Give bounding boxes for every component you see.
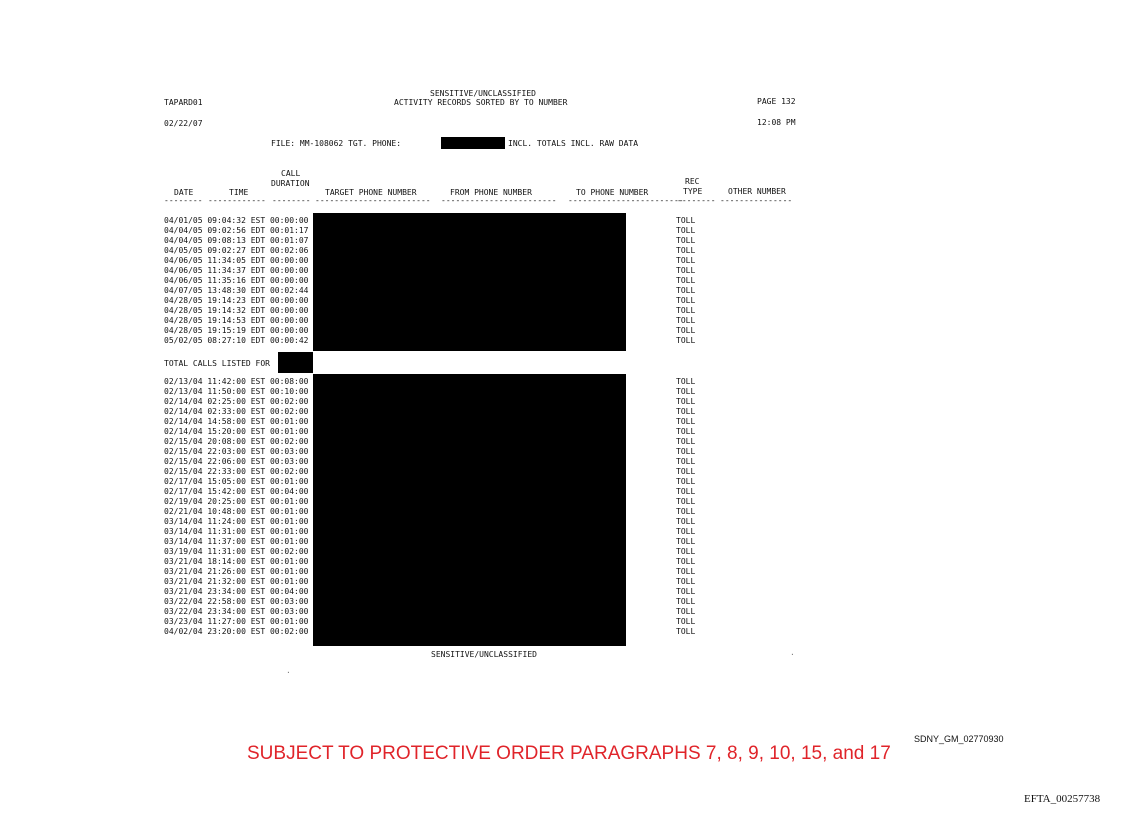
rec-type-cell: TOLL: [676, 547, 696, 556]
protective-order-stamp: SUBJECT TO PROTECTIVE ORDER PARAGRAPHS 7, 8, 9, 10, 15, and 17: [247, 743, 891, 764]
rec-type-cell: TOLL: [676, 477, 696, 486]
header-rule-duration: --------: [272, 196, 311, 205]
rec-type-cell: TOLL: [676, 216, 696, 225]
record-row: 04/01/05 09:04:32 EST 00:00:00: [164, 216, 309, 225]
rec-type-cell: TOLL: [676, 336, 696, 345]
rec-type-cell: TOLL: [676, 246, 696, 255]
record-row: 02/15/04 22:03:00 EST 00:03:00: [164, 447, 309, 456]
rec-type-cell: TOLL: [676, 507, 696, 516]
record-row: 02/13/04 11:50:00 EST 00:10:00: [164, 387, 309, 396]
file-line-suffix: INCL. TOTALS INCL. RAW DATA: [508, 139, 639, 148]
rec-type-cell: TOLL: [676, 326, 696, 335]
rec-type-cell: TOLL: [676, 296, 696, 305]
rec-type-cell: TOLL: [676, 467, 696, 476]
col-header-rec: REC: [685, 177, 700, 186]
record-row: 04/28/05 19:14:53 EDT 00:00:00: [164, 316, 309, 325]
rec-type-cell: TOLL: [676, 587, 696, 596]
header-rule-from: ------------------------: [441, 196, 557, 205]
record-row: 02/13/04 11:42:00 EST 00:08:00: [164, 377, 309, 386]
record-row: 03/14/04 11:24:00 EST 00:01:00: [164, 517, 309, 526]
record-row: 03/21/04 21:32:00 EST 00:01:00: [164, 577, 309, 586]
redaction-total: [278, 352, 313, 373]
rec-type-cell: TOLL: [676, 316, 696, 325]
rec-type-cell: TOLL: [676, 607, 696, 616]
record-row: 02/17/04 15:05:00 EST 00:01:00: [164, 477, 309, 486]
record-row: 04/06/05 11:35:16 EDT 00:00:00: [164, 276, 309, 285]
record-row: 03/14/04 11:37:00 EST 00:01:00: [164, 537, 309, 546]
record-row: 02/21/04 10:48:00 EST 00:01:00: [164, 507, 309, 516]
col-header-target: TARGET PHONE NUMBER: [325, 188, 417, 197]
record-row: 04/06/05 11:34:37 EDT 00:00:00: [164, 266, 309, 275]
record-row: 03/19/04 11:31:00 EST 00:02:00: [164, 547, 309, 556]
bates-sdny: SDNY_GM_02770930: [914, 734, 1004, 744]
rec-type-cell: TOLL: [676, 377, 696, 386]
rec-type-cell: TOLL: [676, 487, 696, 496]
col-header-call: CALL: [281, 169, 301, 178]
record-row: 03/22/04 22:58:00 EST 00:03:00: [164, 597, 309, 606]
classification-bottom: SENSITIVE/UNCLASSIFIED: [431, 650, 537, 659]
rec-type-cell: TOLL: [676, 577, 696, 586]
header-rule-time: ------------: [208, 196, 266, 205]
rec-type-cell: TOLL: [676, 417, 696, 426]
rec-type-cell: TOLL: [676, 427, 696, 436]
report-time: 12:08 PM: [757, 118, 796, 127]
col-header-from: FROM PHONE NUMBER: [450, 188, 532, 197]
rec-type-cell: TOLL: [676, 567, 696, 576]
rec-type-cell: TOLL: [676, 266, 696, 275]
record-row: 02/15/04 22:33:00 EST 00:02:00: [164, 467, 309, 476]
rec-type-cell: TOLL: [676, 447, 696, 456]
page-number: PAGE 132: [757, 97, 796, 106]
record-row: 04/06/05 11:34:05 EDT 00:00:00: [164, 256, 309, 265]
rec-type-cell: TOLL: [676, 407, 696, 416]
record-row: 03/21/04 21:26:00 EST 00:01:00: [164, 567, 309, 576]
total-calls-label: TOTAL CALLS LISTED FOR: [164, 359, 270, 368]
col-header-to: TO PHONE NUMBER: [576, 188, 649, 197]
record-row: 03/14/04 11:31:00 EST 00:01:00: [164, 527, 309, 536]
record-row: 02/14/04 02:33:00 EST 00:02:00: [164, 407, 309, 416]
col-header-other: OTHER NUMBER: [728, 187, 786, 196]
report-id: TAPARD01: [164, 98, 203, 107]
record-row: 04/05/05 09:02:27 EDT 00:02:06: [164, 246, 309, 255]
redaction-target-phone: [441, 137, 505, 149]
col-header-duration: DURATION: [271, 179, 310, 188]
report-date: 02/22/07: [164, 119, 203, 128]
record-row: 04/28/05 19:15:19 EDT 00:00:00: [164, 326, 309, 335]
rec-type-group-1: [676, 216, 695, 346]
classification-top: SENSITIVE/UNCLASSIFIED: [430, 89, 536, 98]
record-row: 05/02/05 08:27:10 EDT 00:00:42: [164, 336, 309, 345]
col-header-date: DATE: [174, 188, 194, 197]
header-rule-date: --------: [164, 196, 203, 205]
rec-type-cell: TOLL: [676, 517, 696, 526]
bates-efta: EFTA_00257738: [1024, 793, 1101, 805]
col-header-type: TYPE: [683, 187, 703, 196]
col-header-time: TIME: [229, 188, 249, 197]
records-group-1: [164, 216, 309, 346]
rec-type-cell: TOLL: [676, 226, 696, 235]
rec-type-cell: TOLL: [676, 387, 696, 396]
scan-speck: ·: [286, 668, 291, 677]
record-row: 04/28/05 19:14:32 EDT 00:00:00: [164, 306, 309, 315]
rec-type-cell: TOLL: [676, 276, 696, 285]
rec-type-cell: TOLL: [676, 236, 696, 245]
record-row: 03/23/04 11:27:00 EST 00:01:00: [164, 617, 309, 626]
rec-type-cell: TOLL: [676, 397, 696, 406]
header-rule-target: ------------------------: [315, 196, 431, 205]
rec-type-cell: TOLL: [676, 256, 696, 265]
record-row: 02/19/04 20:25:00 EST 00:01:00: [164, 497, 309, 506]
record-row: 02/15/04 20:08:00 EST 00:02:00: [164, 437, 309, 446]
redaction-block-2: [313, 374, 626, 646]
rec-type-cell: TOLL: [676, 597, 696, 606]
redaction-block-1: [313, 213, 626, 351]
record-row: 04/02/04 23:20:00 EST 00:02:00: [164, 627, 309, 636]
record-row: 03/22/04 23:34:00 EST 00:03:00: [164, 607, 309, 616]
rec-type-cell: TOLL: [676, 437, 696, 446]
report-title: ACTIVITY RECORDS SORTED BY TO NUMBER: [394, 98, 568, 107]
header-rule-to: ------------------------: [568, 196, 684, 205]
record-row: 02/15/04 22:06:00 EST 00:03:00: [164, 457, 309, 466]
rec-type-cell: TOLL: [676, 537, 696, 546]
record-row: 04/04/05 09:02:56 EDT 00:01:17: [164, 226, 309, 235]
rec-type-cell: TOLL: [676, 617, 696, 626]
record-row: 02/14/04 14:58:00 EST 00:01:00: [164, 417, 309, 426]
header-rule-other: ---------------: [720, 196, 793, 205]
rec-type-cell: TOLL: [676, 286, 696, 295]
record-row: 04/04/05 09:08:13 EDT 00:01:07: [164, 236, 309, 245]
rec-type-cell: TOLL: [676, 527, 696, 536]
records-group-2: [164, 377, 309, 637]
record-row: 02/14/04 15:20:00 EST 00:01:00: [164, 427, 309, 436]
rec-type-cell: TOLL: [676, 497, 696, 506]
rec-type-cell: TOLL: [676, 557, 696, 566]
rec-type-cell: TOLL: [676, 306, 696, 315]
rec-type-cell: TOLL: [676, 627, 696, 636]
record-row: 04/28/05 19:14:23 EDT 00:00:00: [164, 296, 309, 305]
record-row: 04/07/05 13:48:30 EDT 00:02:44: [164, 286, 309, 295]
record-row: 02/17/04 15:42:00 EST 00:04:00: [164, 487, 309, 496]
record-row: 03/21/04 18:14:00 EST 00:01:00: [164, 557, 309, 566]
rec-type-group-2: [676, 377, 695, 637]
record-row: 02/14/04 02:25:00 EST 00:02:00: [164, 397, 309, 406]
header-rule-type: --------: [677, 196, 716, 205]
scan-speck: ·: [790, 650, 795, 659]
file-line-prefix: FILE: MM-108062 TGT. PHONE:: [271, 139, 402, 148]
rec-type-cell: TOLL: [676, 457, 696, 466]
record-row: 03/21/04 23:34:00 EST 00:04:00: [164, 587, 309, 596]
